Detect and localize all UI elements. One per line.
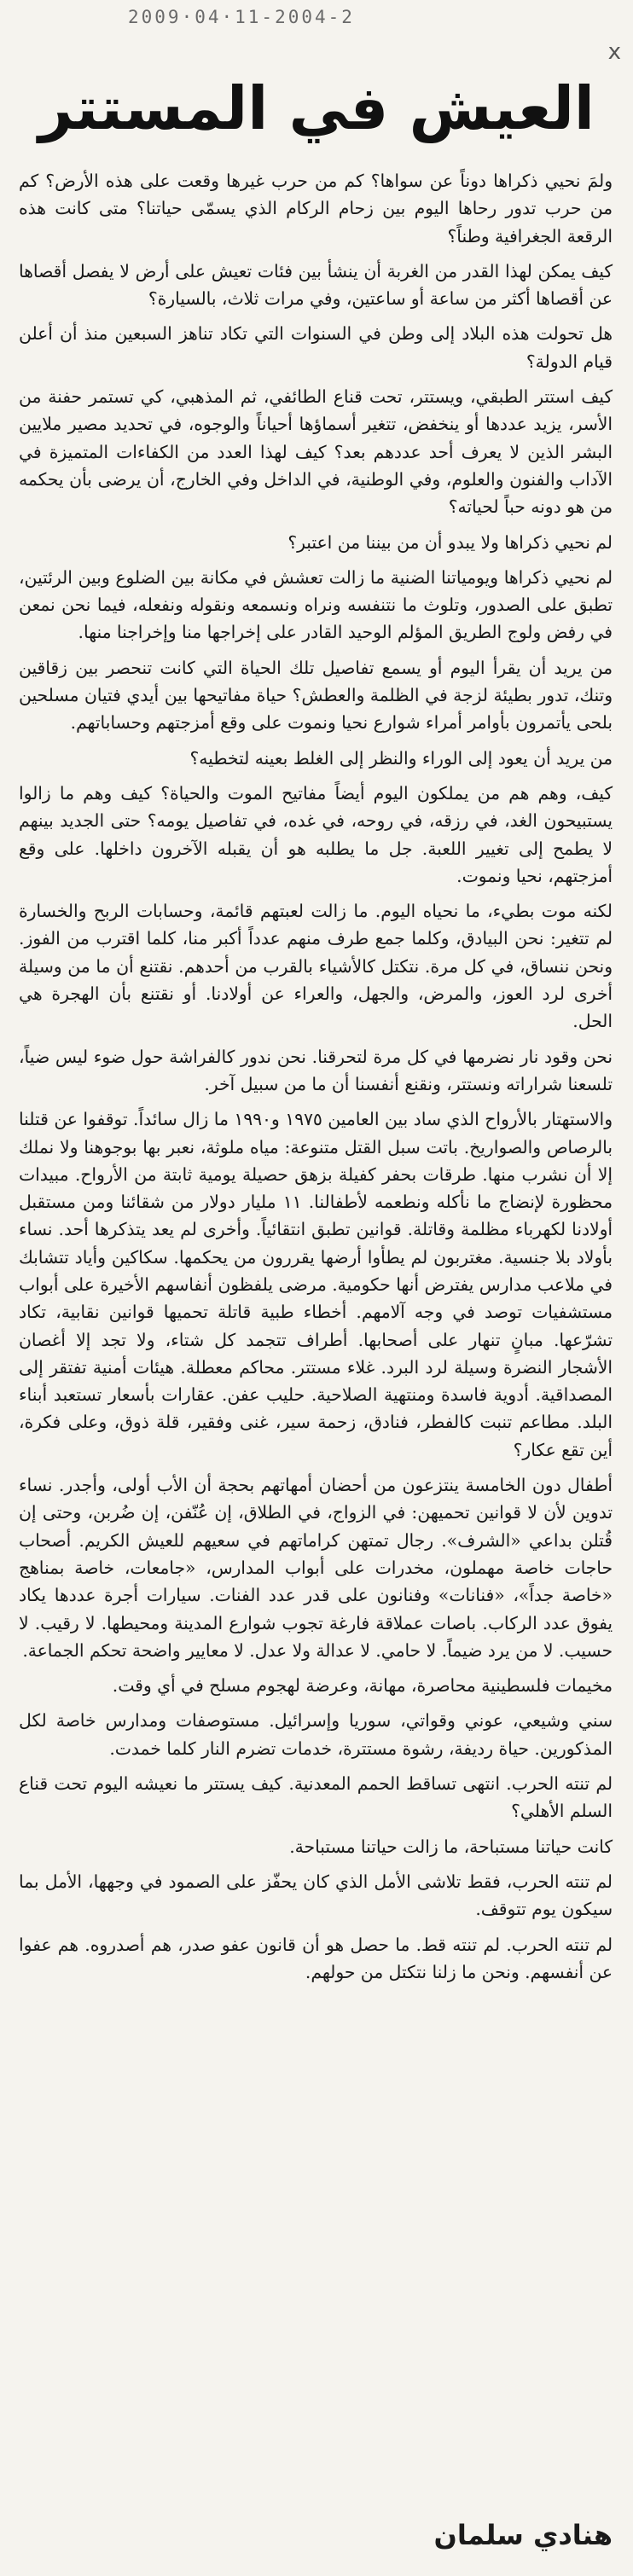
paragraph: لم تنته الحرب، فقط تلاشى الأمل الذي كان يحفّز على الصمود في وجهها، الأمل بما سيكون يوم تتوقف. xyxy=(19,1871,613,1920)
paragraph: لم نحيي ذكراها ولا يبدو أن من بيننا من اعتبر؟ xyxy=(287,531,613,553)
paragraph: لم تنته الحرب. لم تنته قط. ما حصل هو أن قانون عفو صدر، هم أصدروه. هم عفوا عن أنفسهم. ونحن ما زلنا نتكتل من حولهم. xyxy=(19,1934,613,1982)
date-stamp: 2009·04·11-2004-2 xyxy=(128,7,355,27)
author-byline: هنادي سلمان xyxy=(433,2519,613,2551)
paragraph: هل تحولت هذه البلاد إلى وطن في السنوات التي تكاد تناهز السبعين منذ أن أعلن قيام الدولة؟ xyxy=(19,323,613,372)
paragraph: من يريد أن يقرأ اليوم أو يسمع تفاصيل تلك الحياة التي كانت تنحصر بين زقاقين وتنك، تدور بطيئة لزجة في الظلمة والعطش؟ حياة مفاتيحها بين أيدي فتيان مسلحين بلحى يأتمرون بأوامر أمراء شوارع نحيا ونموت على وقع أمزجتهم وحساباتهم. xyxy=(19,657,613,734)
paragraph: سني وشيعي، عوني وقواتي، سوريا وإسرائيل. مستوصفات ومدارس خاصة لكل المذكورين. حياة رديفة، رشوة مستترة، خدمات تضرم النار كلما خمدت. xyxy=(19,1710,613,1759)
article-title: العيش في المستتر xyxy=(38,73,595,143)
paragraph: كيف، وهم هم من يملكون اليوم أيضاً مفاتيح الموت والحياة؟ كيف وهم ما زالوا يستبيحون الغد، في رزقه، في روحه، في غده، في تفاصيل يومه؟ حتى الجديد بينهم لا يطمح إلى تغيير اللعبة. جل ما يطلبه هو أن يقبله الآخرون داخلها. على وقع أمزجتهم، نحيا ونموت. xyxy=(19,782,613,886)
paragraph: لم تنته الحرب. انتهى تساقط الحمم المعدنية. كيف يستتر ما نعيشه اليوم تحت قناع السلم الأهلي؟ xyxy=(19,1773,613,1822)
paragraph: نحن وقود نار نضرمها في كل مرة لتحرقنا. نحن ندور كالفراشة حول ضوء ليس ضياً، تلسعنا شراراته ونستتر، ونقنع أنفسنا أن ما من سبيل آخر. xyxy=(19,1046,613,1094)
paragraph: أطفال دون الخامسة ينتزعون من أحضان أمهاتهم بحجة أن الأب أولى، وأجدر. نساء تدوين لأن لا قوانين تحميهن: في الزواج، في الطلاق، إن عُنّفن، إن ضُربن، وحتى إن قُتلن بداعي «الشرف». رجال تمتهن كراماتهم في سعيهم للعيش الكريم. أصحاب حاجات خاصة مهملون، مخدرات على أبواب المدارس، «جامعات، خاصة بمناهج «خاصة جداً»، «فنانات» وفنانون على قدر عدد الفنات. سيارات أجرة عددها يكاد يفوق عدد الركاب. باصات عملاقة فارغة تجوب شوارع المدينة ومحيطها. لا رقيب. لا حسيب. لا من يرد ضيماً. لا حامي. لا عدالة ولا عدل. لا معايير واضحة تحكم الجماعة. xyxy=(19,1475,613,1661)
paragraph: كيف يمكن لهذا القدر من الغربة أن ينشأ بين فئات تعيش على أرض لا يفصل أقصاها عن أقصاها أكثر من ساعة أو ساعتين، وفي مرات ثلاث، بالسيارة؟ xyxy=(19,260,613,310)
handwritten-mark: x xyxy=(607,39,621,65)
paragraph: من يريد أن يعود إلى الوراء والنظر إلى الغلط بعينه لتخطيه؟ xyxy=(189,747,613,769)
paragraph: والاستهتار بالأرواح الذي ساد بين العامين ١٩٧٥ و١٩٩٠ ما زال سائداً. توقفوا عن قتلنا بالرصاص والصواريخ. باتت سبل القتل متنوعة: مياه ملوثة، نعبر بها بوجوهنا ولا نملك إلا أن نشرب منها. طرقات بحفر كفيلة بزهق حصيلة يومية ثابتة من الأرواح. مبيدات محظورة لإنضاج ما نأكله ونطعمه لأطفالنا. ١١ مليار دولار من شقائنا ومن مستقبل أولادنا لكهرباء مظلمة وقاتلة. قوانين تطبق انتقائياً. وأخرى لم يعد يتذكرها أحد. نساء بأولاد بلا جنسية. مغتربون لم يطأوا أرضها يقررون من يحكمها. سكاكين وأياد تتشابك في ملاعب مدارس يفترض أنها حكومية. مرضى يلفظون أنفاسهم الأخيرة على أبواب مستشفيات توصد في وجه آلامهم. أخطاء طبية قاتلة تحميها قوانين نقابية، تكاد تشرّعها. مبانٍ تنهار على أصحابها. أطراف تتجمد كل شتاء، ولا تجد إلا أغصان الأشجار النضرة وسيلة لرد البرد. غلاء مستتر. محاكم معطلة. هيئات أمنية تفتقر إلى المصداقية. أدوية فاسدة ومنتهية الصلاحية. حليب عفن. عقارات بأسعار تستعبد أبناء البلد. مطاعم تنبت كالفطر، فنادق، زحمة سير، غنى وفقير، قلة ذوق، وعلى فكرة، أين تقع عكار؟ xyxy=(19,1109,613,1460)
paragraph: مخيمات فلسطينية محاصرة، مهانة، وعرضة لهجوم مسلح في أي وقت. xyxy=(112,1675,613,1697)
article-body xyxy=(19,167,613,1993)
paragraph: كيف استتر الطبقي، ويستتر، تحت قناع الطائفي، ثم المذهبي، كي تستمر حفنة من الأسر، يزيد عددها أو ينخفض، تتغير أسماؤها أحياناً والوجوه، في تحديد مصير ملايين البشر الذين لا يعرف أحد عددهم بعد؟ كيف لهذا العدد من الكفاءات المتميزة في الآداب والفنون والعلوم، وفي الوطنية، في الداخل وفي الخارج، أن يرضى بأن يحكمه من هو دونه حباً لحياته؟ xyxy=(19,386,613,518)
paragraph: ولمَ نحيي ذكراها دوناً عن سواها؟ كم من حرب غيرها وقعت على هذه الأرض؟ كم من حرب تدور رحاها اليوم بين زحام الركام الذي يسمّى حياتنا؟ متى كانت هذه الرقعة الجغرافية وطناً؟ xyxy=(19,171,613,247)
paragraph: لم نحيي ذكراها ويومياتنا الضنية ما زالت تعشش في مكانة بين الضلوع وبين الرئتين، تطبق على الصدور، وتلوث ما نتنفسه ونراه ونسمعه ونقوله ونفعله، فيما نحن نمعن في رفض ولوج الطريق المؤلم الوحيد القادر على إخراجها منا وإخراجنا منها. xyxy=(19,566,613,643)
paragraph: كانت حياتنا مستباحة، ما زالت حياتنا مستباحة. xyxy=(289,1836,613,1857)
paragraph: لكنه موت بطيء، ما نحياه اليوم. ما زالت لعبتهم قائمة، وحسابات الربح والخسارة لم تتغير: نحن البيادق، وكلما جمع طرف منهم عدداً أكبر منا، كلما اقترب من الفوز. ونحن ننساق، في كل مرة. نتكتل كالأشياء بالقرب من أحدهم. نقتنع أن ما من وسيلة أخرى لرد العوز، والمرض، والجهل، والعراء عن أولادنا. أو نقتنع بأن الهجرة هي الحل. xyxy=(19,901,613,1032)
